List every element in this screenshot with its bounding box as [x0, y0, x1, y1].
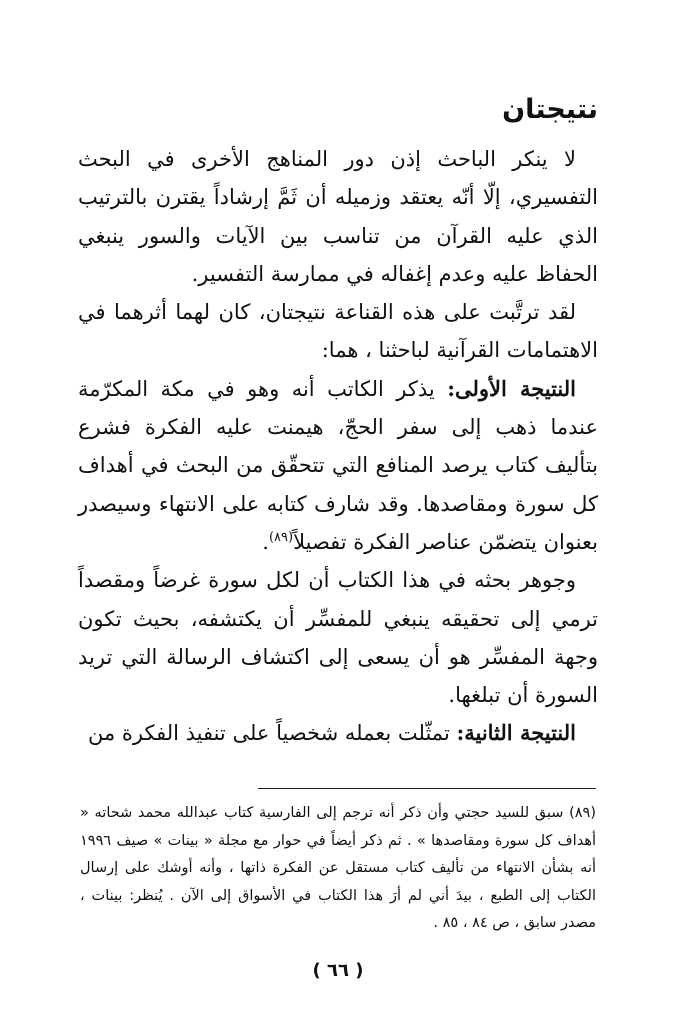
- result-two-label: النتيجة الثانية:: [456, 720, 576, 746]
- page-number: ( ٦٦ ): [312, 960, 364, 981]
- body-text: [78, 140, 598, 753]
- footnotes: [80, 800, 596, 938]
- paragraph-4-text: وجوهر بحثه في هذا الكتاب أن لكل سورة غرضاً ومقصداً ترمي إلى تحقيقه ينبغي للمفسِّر أن يكتشفه، بحيث تكون وجهة المفسِّر هو أن يسعى إلى اكتشاف الرسالة التي تريد السورة أن تبلغها.: [78, 568, 598, 708]
- paragraph-3: [78, 370, 598, 561]
- footnote-divider: [258, 788, 596, 789]
- paragraph-4: [78, 561, 598, 714]
- section-heading: نتيجتان: [502, 94, 598, 125]
- paragraph-2-text: لقد ترتَّبت على هذه القناعة نتيجتان، كان لهما أثرهما في الاهتمامات القرآنية لباحثنا ، هما:: [78, 300, 598, 363]
- footnote-reference[interactable]: (٨٩): [268, 529, 294, 545]
- paragraph-5-text: تمثّلت بعمله شخصياً على تنفيذ الفكرة من: [87, 721, 457, 746]
- paragraph-3-tail: .: [262, 529, 269, 554]
- paragraph-5: [78, 714, 598, 752]
- footnote-89: (٨٩) سبق للسيد حجتي وأن ذكر أنه ترجم إلى الفارسية كتاب عبدالله محمد شحاته « أهداف كل سورة ومقاصدها » . ثم ذكر أيضاً في حوار مع مجلة « بينات » صيف ١٩٩٦ أنه بشأن الانتهاء من تأليف كتاب مستقل عن الفكرة ذاتها ، وأنه أوشك على إرسال الكتاب إلى الطبع ، بيدَ أني لم أرَ هذا الكتاب في الأسواق إلى الآن . يُنظر: بينات ، مصدر سابق ، ص ٨٤ ، ٨٥ .: [80, 805, 596, 932]
- paragraph-1-text: لا ينكر الباحث إذن دور المناهج الأخرى في البحث التفسيري، إلّا أنّه يعتقد وزميله أن ثَمَّ إرشاداً يقترن بالترتيب الذي عليه القرآن من تناسب بين الآيات والسور ينبغي الحفاظ عليه وعدم إغفاله في ممارسة التفسير.: [78, 147, 598, 286]
- paragraph-3-text: يذكر الكاتب أنه وهو في مكة المكرّمة عندما ذهب إلى سفر الحجّ، هيمنت عليه الفكرة فشرع بتأليف كتاب يرصد المنافع التي تتحقّق من البحث في أهداف كل سورة ومقاصدها. وقد شارف كتابه على الانتهاء وسيصدر بعنوان يتضمّن عناصر الفكرة تفصيلاً: [78, 376, 598, 554]
- paragraph-2: [78, 293, 598, 370]
- paragraph-1: [78, 140, 598, 293]
- result-one-label: النتيجة الأولى:: [447, 375, 576, 401]
